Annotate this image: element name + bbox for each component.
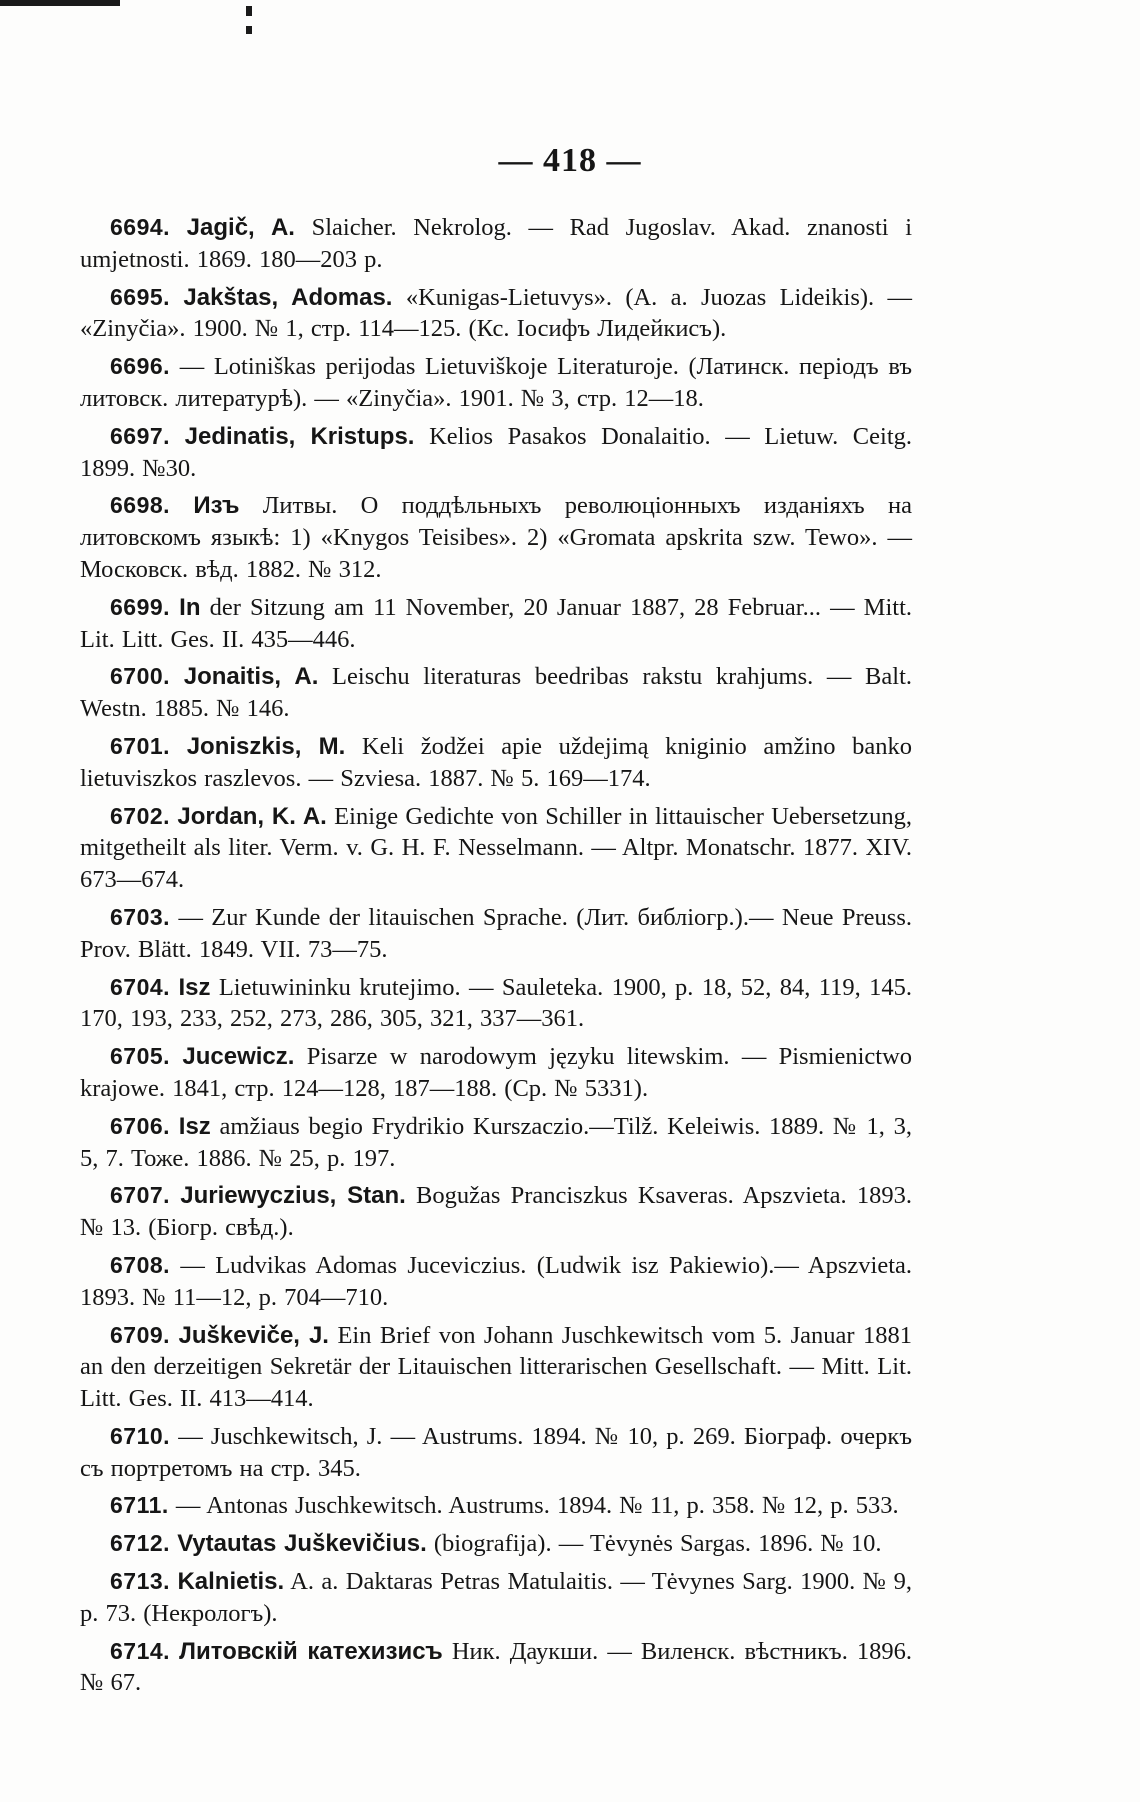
entry-author: Juriewyczius, Stan. xyxy=(180,1182,406,1210)
entry-number: 6705. xyxy=(110,1043,171,1070)
entry-number: 6713. xyxy=(110,1568,171,1595)
entry-number: 6694. xyxy=(110,214,171,240)
entry-6695 xyxy=(80,282,912,346)
entry-number: 6696. xyxy=(110,353,171,380)
entry-author: Jedinatis, Kristups. xyxy=(184,422,415,450)
entry-number: 6700. xyxy=(110,663,171,690)
entry-author: Jagič, A. xyxy=(186,214,295,241)
entry-author: Jordan, K. A. xyxy=(177,802,327,830)
entry-text: — Zur Kunde der litauischen Sprache. (Лит. библіогр.).— Neue Preuss. Prov. Blätt. 1849. VII. 73—75. xyxy=(80,903,913,963)
entry-text: Bogužas Pranciszkus Ksaveras. Apszvieta. 1893. № 13. (Біогр. свѣд.). xyxy=(80,1182,913,1242)
entry-6705 xyxy=(80,1041,912,1105)
entry-text: — Ludvikas Adomas Juceviczius. (Ludwik isz Pakiewio).— Apszvieta. 1893. № 11—12, p. 704—710. xyxy=(80,1251,912,1311)
entry-author: Joniszkis, M. xyxy=(186,732,346,760)
entry-6696 xyxy=(80,351,912,415)
entry-number: 6708. xyxy=(110,1251,171,1278)
entry-6699 xyxy=(80,592,912,656)
entry-text: «Kunigas-Lietuvys». (A. a. Juozas Lideikis). — «Zinyčia». 1900. № 1, стр. 114—125. (Кс. Іосифъ Лидейкисъ). xyxy=(80,283,912,343)
entry-6711 xyxy=(80,1490,912,1522)
entry-author: Литовскій катехизисъ xyxy=(179,1637,443,1665)
entry-text: Keli žodžei apie uždejimą kniginio amžino banko lietuviszkos raszlevos. — Szviesa. 1887. № 5. 169—174. xyxy=(80,732,913,792)
entry-number: 6698. xyxy=(110,492,171,519)
entry-number: 6712. xyxy=(110,1530,171,1557)
entry-number: 6714. xyxy=(110,1637,171,1664)
entry-author: Isz xyxy=(178,973,211,1001)
entry-number: 6702. xyxy=(110,802,171,829)
entry-text: Lietuwininku krutejimo. — Sauleteka. 1900, p. 18, 52, 84, 119, 145. 170, 193, 233, 252, 273, 286, 305, 321, 337—361. xyxy=(80,973,912,1033)
entry-6713 xyxy=(80,1566,912,1630)
entry-6702 xyxy=(80,801,912,896)
entry-text: Ник. Даукши. — Виленск. вѣстникъ. 1896. № 67. xyxy=(80,1637,913,1697)
entry-number: 6701. xyxy=(110,732,171,759)
entry-author: Jucewicz. xyxy=(182,1043,295,1071)
entry-text: Einige Gedichte von Schiller in littauischer Uebersetzung, mitgetheilt als liter. Verm. v. G. H. F. Nesselmann. — Altpr. Monatschr. 1877. XIV. 673—674. xyxy=(80,802,913,894)
scan-artifact-top-mid-2 xyxy=(246,26,252,34)
entry-text: — Juschkewitsch, J. — Austrums. 1894. № 10, p. 269. Біограф. очеркъ съ портретомъ на стр. 345. xyxy=(80,1422,912,1482)
entry-author: Vytautas Juškevičius. xyxy=(177,1530,427,1558)
entry-author: In xyxy=(179,593,201,621)
entry-number: 6709. xyxy=(110,1321,171,1348)
entry-author: Jonaitis, A. xyxy=(183,663,319,691)
entry-number: 6695. xyxy=(110,283,171,310)
bibliography-entries xyxy=(80,212,912,1705)
entry-number: 6706. xyxy=(110,1112,171,1139)
entry-6698 xyxy=(80,490,912,585)
entry-text: der Sitzung am 11 November, 20 Januar 1887, 28 Februar... — Mitt. Lit. Litt. Ges. II. 435—446. xyxy=(80,593,913,653)
entry-6710 xyxy=(80,1421,912,1485)
entry-6708 xyxy=(80,1250,912,1314)
entry-text: Pisarze w narodowym języku litewskim. — Pismienictwo krajowe. 1841, стр. 124—128, 187—188. (Ср. № 5331). xyxy=(80,1043,913,1102)
entry-6706 xyxy=(80,1111,912,1175)
entry-author: Kalnietis. xyxy=(177,1568,285,1596)
entry-6694 xyxy=(80,212,912,276)
entry-6701 xyxy=(80,731,912,795)
entry-text: A. a. Daktaras Petras Matulaitis. — Tėvynes Sarg. 1900. № 9, p. 73. (Некрологъ). xyxy=(80,1568,912,1627)
entry-6703 xyxy=(80,902,912,966)
page-number: — 418 — xyxy=(498,142,642,179)
entry-6700 xyxy=(80,661,912,725)
entry-text: Литвы. О поддѣльныхъ революціонныхъ изданіяхъ на литовскомъ языкѣ: 1) «Knygos Teisibes». 2) «Gromata apskrita szw. Tewo». — Московск. вѣд. 1882. № 312. xyxy=(80,492,912,583)
entry-6712 xyxy=(80,1528,912,1560)
entry-text: — Lotiniškas perijodas Lietuviškoje Literaturoje. (Латинск. періодъ въ литовск. литературѣ). — «Zinyčia». 1901. № 3, стр. 12—18. xyxy=(80,353,912,412)
entry-number: 6707. xyxy=(110,1182,171,1209)
entry-author: Isz xyxy=(178,1112,211,1140)
entry-text: Ein Brief von Johann Juschkewitsch vom 5. Januar 1881 an den derzeitigen Sekretär der Litauischen litterarischen Gesellschaft. — Mitt. Lit. Litt. Ges. II. 413—414. xyxy=(80,1321,913,1413)
entry-6709 xyxy=(80,1320,912,1415)
entry-author: Изъ xyxy=(193,492,240,520)
entry-number: 6710. xyxy=(110,1422,171,1449)
entry-6714 xyxy=(80,1636,912,1700)
entry-text: Slaicher. Nekrolog. — Rad Jugoslav. Akad. znanosti i umjetnosti. 1869. 180—203 p. xyxy=(80,214,913,273)
scan-artifact-top-left xyxy=(0,0,120,6)
entry-text: Kelios Pasakos Donalaitio. — Lietuw. Ceitg. 1899. №30. xyxy=(80,422,913,482)
entry-6697 xyxy=(80,421,912,485)
entry-author: Jakštas, Adomas. xyxy=(183,283,393,311)
scan-artifact-top-mid xyxy=(246,6,252,16)
entry-number: 6699. xyxy=(110,593,171,620)
entry-number: 6697. xyxy=(110,422,171,449)
entry-text: Leischu literaturas beedribas rakstu krahjums. — Balt. Westn. 1885. № 146. xyxy=(80,663,912,723)
entry-number: 6704. xyxy=(110,973,171,1000)
entry-number: 6711. xyxy=(110,1492,169,1519)
entry-6707 xyxy=(80,1180,912,1244)
entry-text: amžiaus begio Frydrikio Kurszaczio.—Tilž. Keleiwis. 1889. № 1, 3, 5, 7. Тоже. 1886. № 25, p. 197. xyxy=(80,1112,913,1172)
entry-text: — Antonas Juschkewitsch. Austrums. 1894. № 11, p. 358. № 12, p. 533. xyxy=(175,1492,899,1520)
entry-6704 xyxy=(80,972,912,1036)
entry-text: (biografija). — Tėvynės Sargas. 1896. № 10. xyxy=(433,1530,882,1558)
entry-author: Juškeviče, J. xyxy=(178,1321,329,1349)
entry-number: 6703. xyxy=(110,903,171,930)
